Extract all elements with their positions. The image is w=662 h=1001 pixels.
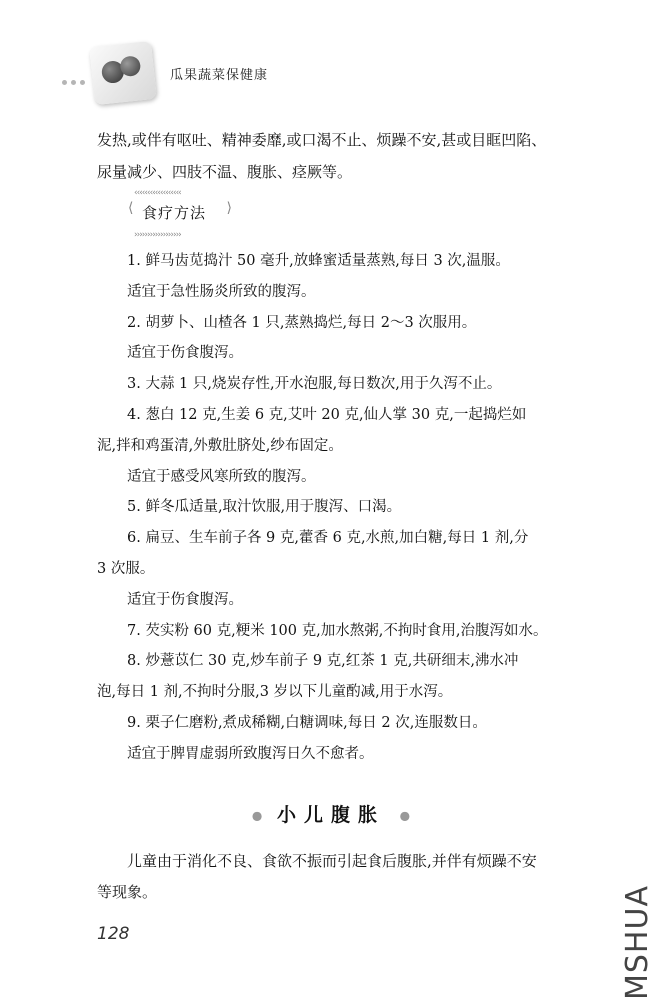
title-bullet-icon: ● [399, 808, 411, 823]
recipe-item: 6. 扁豆、生车前子各 9 克,藿香 6 克,水煎,加白糖,每日 1 剂,分 [127, 530, 529, 547]
recipe-item: 9. 栗子仁磨粉,煮成稀糊,白糖调味,每日 2 次,连服数日。 [127, 714, 487, 731]
recipe-item: 8. 炒薏苡仁 30 克,炒车前子 9 克,红茶 1 克,共研细末,沸水冲 [127, 653, 519, 670]
badge-left-bracket-icon: ⟨ [128, 200, 134, 216]
recipe-note: 适宜于伤食腹泻。 [127, 345, 243, 362]
chapter-title [0, 800, 662, 827]
chevron-border-icon: ‹‹‹‹‹‹‹‹‹‹‹‹‹‹‹‹‹‹ [134, 188, 181, 198]
chapter-title-text: 小儿腹胀 [276, 804, 385, 826]
section-heading: 食疗方法 [142, 204, 207, 222]
recipe-item: 2. 胡萝卜、山楂各 1 只,蒸熟捣烂,每日 2～3 次服用。 [127, 314, 477, 331]
recipe-note: 适宜于感受风寒所致的腹泻。 [127, 468, 316, 485]
chevron-border-icon: ›››››››››››››››››› [134, 230, 181, 240]
recipe-item: 5. 鲜冬瓜适量,取汁饮服,用于腹泻、口渴。 [127, 499, 402, 516]
running-header-title: 瓜果蔬菜保健康 [170, 68, 269, 83]
recipe-item-continuation: 3 次服。 [97, 560, 155, 577]
recipe-item: 1. 鲜马齿苋捣汁 50 毫升,放蜂蜜适量蒸熟,每日 3 次,温服。 [127, 253, 510, 269]
recipe-note: 适宜于急性肠炎所致的腹泻。 [127, 283, 316, 300]
recipe-note: 适宜于脾胃虚弱所致腹泻日久不愈者。 [127, 745, 374, 762]
recipe-item: 3. 大蒜 1 只,烧炭存性,开水泡服,每日数次,用于久泻不止。 [127, 376, 502, 393]
fruit-plate-icon [89, 41, 157, 105]
header-dots-icon [62, 70, 89, 89]
title-bullet-icon: ● [251, 808, 263, 823]
top-paragraph [97, 124, 577, 188]
recipe-item-continuation: 泡,每日 1 剂,不拘时分服,3 岁以下儿童酌减,用于水泻。 [97, 684, 453, 701]
text-line: 发热,或伴有呕吐、精神委靡,或口渴不止、烦躁不安,甚或目眶凹陷、 [97, 131, 547, 149]
recipe-item-continuation: 泥,拌和鸡蛋清,外敷肚脐处,纱布固定。 [97, 437, 343, 454]
recipe-item: 4. 葱白 12 克,生姜 6 克,艾叶 20 克,仙人掌 30 克,一起捣烂如 [127, 406, 527, 423]
badge-right-bracket-icon: ⟩ [226, 200, 232, 216]
page-number: 128 [97, 924, 130, 944]
page-header [0, 0, 662, 110]
watermark: MSHUA [620, 885, 655, 1000]
chapter-intro [97, 846, 577, 908]
recipe-item: 7. 芡实粉 60 克,粳米 100 克,加水熬粥,不拘时食用,治腹泻如水。 [127, 622, 548, 639]
recipe-note: 适宜于伤食腹泻。 [127, 591, 243, 608]
text-line: 尿量减少、四肢不温、腹胀、痉厥等。 [97, 163, 353, 181]
recipe-list [97, 246, 577, 770]
section-heading-badge [128, 188, 232, 240]
text-line: 等现象。 [97, 883, 158, 901]
text-line: 儿童由于消化不良、食欲不振而引起食后腹胀,并伴有烦躁不安 [127, 852, 537, 870]
